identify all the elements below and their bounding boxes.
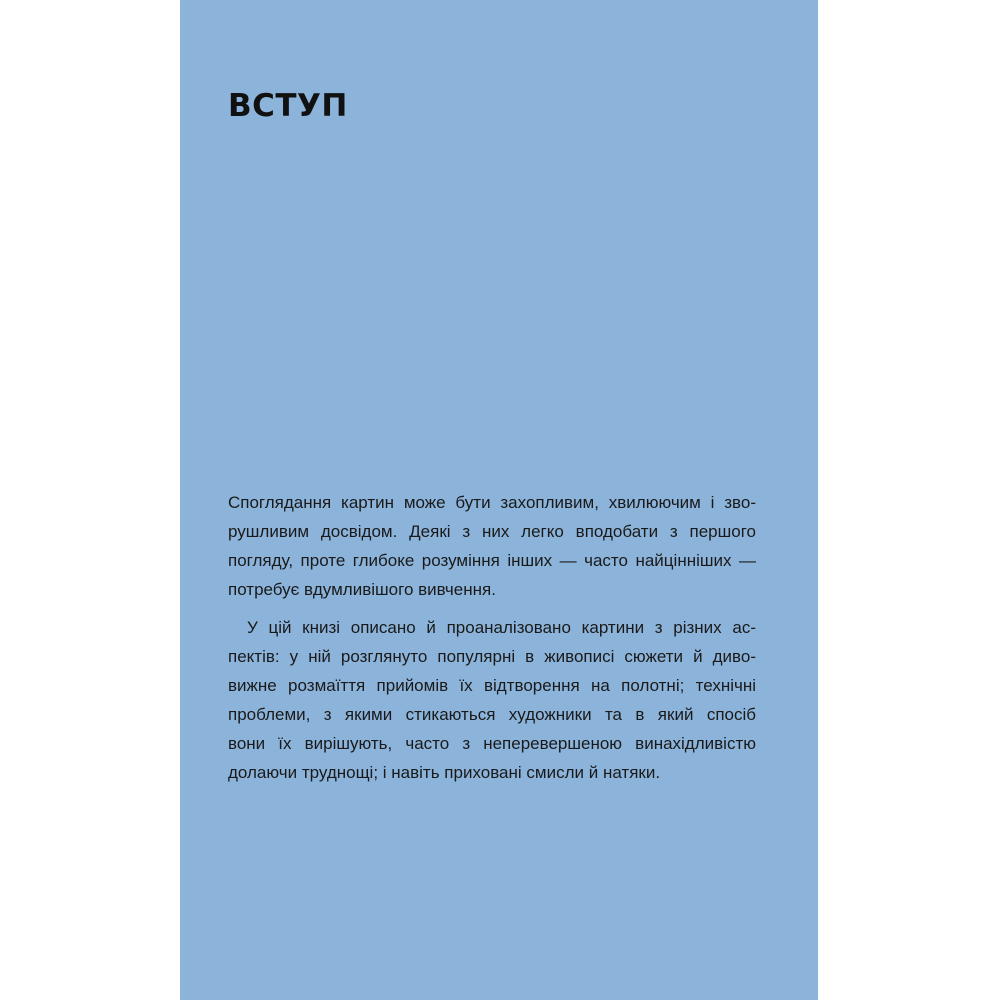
text-line: рушливим досвідом. Деякі з них легко вподобати з першого: [228, 522, 756, 541]
text-line: Споглядання картин може бути захопливим, хвилюючим і зво-: [228, 493, 756, 512]
intro-text: [228, 488, 756, 787]
paragraph-2: [228, 613, 756, 787]
text-line: У цій книзі описано й проаналізовано картини з різних ас-: [247, 618, 756, 637]
text-line: вони їх вирішують, часто з неперевершеною винахідливістю: [228, 734, 756, 753]
text-line: долаючи труднощі; і навіть приховані смисли й натяки.: [228, 763, 661, 782]
text-line: погляду, проте глибоке розуміння інших — часто найцінніших —: [228, 551, 756, 570]
text-line: пектів: у ній розглянуто популярні в живописі сюжети й диво-: [228, 647, 756, 666]
text-line: потребує вдумливішого вивчення.: [228, 580, 496, 599]
paragraph-1: [228, 488, 756, 604]
text-line: проблеми, з якими стикаються художники та в який спосіб: [228, 705, 756, 724]
chapter-title: ВСТУП: [228, 88, 348, 124]
text-line: вижне розмаїття прийомів їх відтворення на полотні; технічні: [228, 676, 756, 695]
book-page: [180, 0, 818, 1000]
